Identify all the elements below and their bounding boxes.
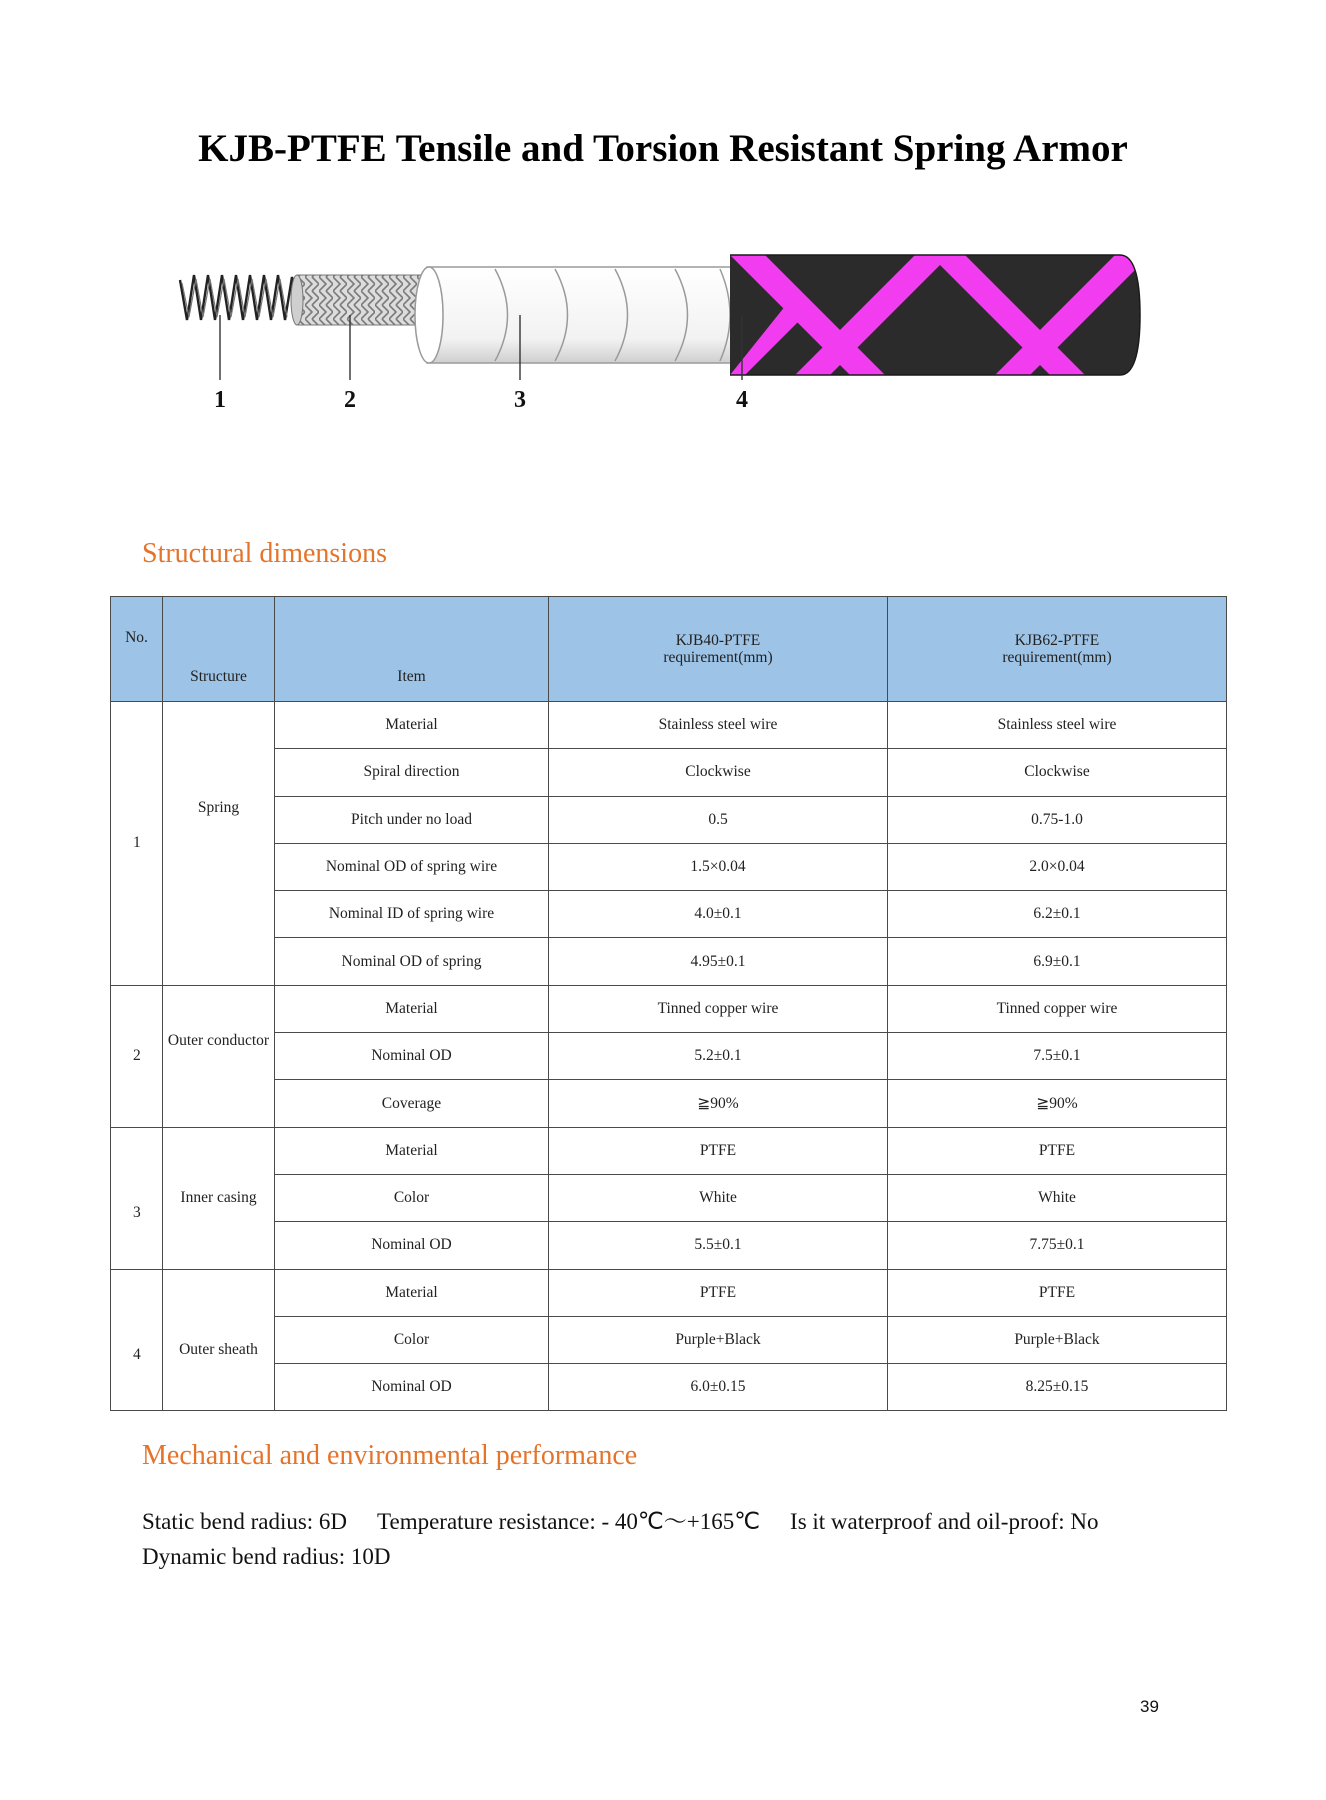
table-row [111,1174,1227,1221]
item-name: Nominal OD of spring wire [275,843,549,890]
kjb62-value: White [888,1174,1227,1221]
kjb40-value: 6.0±0.15 [549,1364,888,1411]
item-name: Material [275,1127,549,1174]
kjb62-value: 8.25±0.15 [888,1364,1227,1411]
item-name: Material [275,1269,549,1316]
kjb62-value: 2.0×0.04 [888,843,1227,890]
temperature-resistance: Temperature resistance: - 40℃～+165℃ [377,1509,761,1534]
row-number: 3 [111,1127,163,1269]
item-name: Coverage [275,1080,549,1127]
header-kjb62 [888,597,1227,702]
item-name: Pitch under no load [275,796,549,843]
header-no: No. [111,597,163,702]
table-row [111,985,1227,1032]
kjb62-value: Tinned copper wire [888,985,1227,1032]
callout-3: 3 [514,387,526,413]
header-item: Item [275,597,549,702]
structure-name: Inner casing [163,1127,275,1269]
kjb40-value: 4.0±0.1 [549,891,888,938]
kjb40-value: Stainless steel wire [549,702,888,749]
kjb40-value: 4.95±0.1 [549,938,888,985]
item-name: Nominal OD [275,1033,549,1080]
white-inner-casing [415,267,737,363]
kjb40-value: 5.2±0.1 [549,1033,888,1080]
kjb62-value: Purple+Black [888,1316,1227,1363]
header-kjb40-model: KJB40-PTFE [675,632,761,649]
kjb40-value: 1.5×0.04 [549,843,888,890]
item-name: Nominal OD [275,1222,549,1269]
header-kjb40-unit: requirement(mm) [663,649,773,666]
page-number: 39 [1140,1697,1159,1716]
dynamic-bend-radius: Dynamic bend radius: 10D [142,1544,391,1569]
item-name: Color [275,1316,549,1363]
kjb62-value: ≧90% [888,1080,1227,1127]
table-row [111,796,1227,843]
row-number: 4 [111,1269,163,1411]
kjb62-value: Clockwise [888,749,1227,796]
kjb62-value: 0.75-1.0 [888,796,1227,843]
table-row [111,1364,1227,1411]
cable-structure-diagram [165,235,1145,485]
static-bend-radius: Static bend radius: 6D [142,1509,348,1534]
purple-black-outer-sheath [725,250,1145,380]
kjb62-value: PTFE [888,1127,1227,1174]
kjb40-value: ≧90% [549,1080,888,1127]
header-kjb62-model: KJB62-PTFE [1014,632,1100,649]
table-header-row [111,597,1227,702]
kjb62-value: 6.2±0.1 [888,891,1227,938]
performance-line-1 [142,1504,1099,1539]
kjb62-value: 7.75±0.1 [888,1222,1227,1269]
kjb40-value: Tinned copper wire [549,985,888,1032]
callout-2: 2 [344,387,356,413]
page-title: KJB-PTFE Tensile and Torsion Resistant Spring Armor [198,127,1128,170]
table-row [111,1127,1227,1174]
item-name: Spiral direction [275,749,549,796]
table-row [111,1222,1227,1269]
structure-name: Outer sheath [163,1269,275,1411]
callout-1: 1 [214,387,226,413]
kjb40-value: PTFE [549,1269,888,1316]
table-row [111,749,1227,796]
item-name: Nominal ID of spring wire [275,891,549,938]
spring-coil [180,275,299,320]
table-row [111,1316,1227,1363]
kjb40-value: 0.5 [549,796,888,843]
item-name: Material [275,985,549,1032]
performance-specs [142,1504,1099,1574]
row-number: 2 [111,985,163,1127]
section-heading-structural: Structural dimensions [142,538,387,569]
table-row [111,938,1227,985]
kjb62-value: Stainless steel wire [888,702,1227,749]
structure-name: Spring [163,702,275,986]
kjb62-value: 7.5±0.1 [888,1033,1227,1080]
item-name: Color [275,1174,549,1221]
table-row [111,1269,1227,1316]
structural-dimensions-table [110,596,1227,1411]
waterproof-oilproof: Is it waterproof and oil-proof: No [790,1509,1099,1534]
kjb40-value: Clockwise [549,749,888,796]
header-kjb62-unit: requirement(mm) [1002,649,1112,666]
header-structure: Structure [163,597,275,702]
kjb40-value: Purple+Black [549,1316,888,1363]
kjb62-value: 6.9±0.1 [888,938,1227,985]
table-row [111,891,1227,938]
item-name: Material [275,702,549,749]
table-row [111,1033,1227,1080]
table-row [111,702,1227,749]
section-heading-performance: Mechanical and environmental performance [142,1440,638,1471]
header-kjb40 [549,597,888,702]
structure-name: Outer conductor [163,985,275,1127]
kjb40-value: White [549,1174,888,1221]
item-name: Nominal OD [275,1364,549,1411]
callout-4: 4 [736,387,748,413]
row-number: 1 [111,702,163,986]
performance-line-2 [142,1539,1099,1574]
kjb62-value: PTFE [888,1269,1227,1316]
table-row [111,1080,1227,1127]
table-row [111,843,1227,890]
item-name: Nominal OD of spring [275,938,549,985]
kjb40-value: 5.5±0.1 [549,1222,888,1269]
kjb40-value: PTFE [549,1127,888,1174]
